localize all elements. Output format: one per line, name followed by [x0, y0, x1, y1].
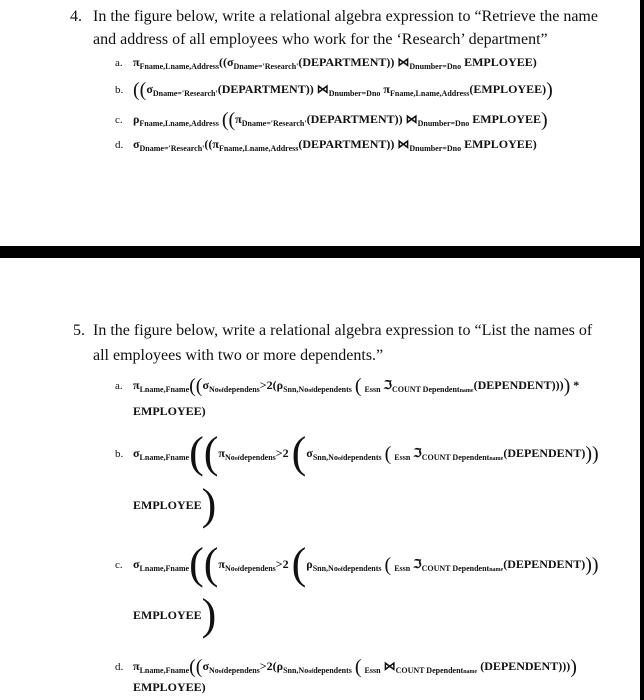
question-5-option-c-cont: EMPLOYEE)	[133, 590, 217, 639]
option-letter: c.	[115, 559, 123, 571]
option-letter: c.	[115, 114, 123, 126]
question-5-number: 5.	[73, 322, 85, 339]
question-5-option-a[interactable]: a. $\pi_{Lname,Fname}((\sigma_{Noofdependens}>2(\rho_{Snn,Noofdependents}$ ( $_{Essn}$ ℑ$_{COUNT Dependentname}$(DEPENDENT)))) *	[115, 375, 580, 397]
option-letter: d.	[115, 139, 124, 151]
option-letter: d.	[115, 661, 124, 673]
question-4-option-c[interactable]: c. $\rho_{Fname,Lname,Address}$ ($(\pi_{Dname='Research'}(DEPARTMENT))$ $⋈_{Dnumber=Dno}$ EMPLOYEE)	[115, 109, 548, 131]
question-4-number: 4.	[70, 8, 82, 25]
question-4-option-b[interactable]: b. ($(\sigma_{Dname='Research'}(DEPARTMENT))$ $⋈_{Dnumber=Dno}$ $\pi_{Fname,Lname,Address}(EMPLOYEE)$)	[115, 79, 553, 101]
question-5-option-b-cont: EMPLOYEE)	[133, 480, 217, 529]
question-5-option-a-cont: EMPLOYEE)	[133, 404, 206, 418]
question-5-option-d-cont: EMPLOYEE)	[133, 680, 206, 694]
question-5-option-d[interactable]: d. $\pi_{Lname,Fname}((\sigma_{Noofdependens}>2(\rho_{Snn,Noofdependents}$ ( $_{Essn}$ $⋈_{COUNT Dependentname}$ (DEPENDENT))))	[115, 656, 577, 678]
option-letter: a.	[115, 57, 123, 69]
question-5-text-line1: In the figure below, write a relational algebra expression to “List the names of	[93, 322, 593, 339]
question-4-panel	[0, 0, 640, 246]
question-5-panel	[0, 258, 640, 700]
option-letter: b.	[115, 448, 124, 460]
question-4-text-line2: and address of all employees who work for the ‘Research’ department”	[93, 31, 548, 48]
question-5-option-c[interactable]: c. $\sigma_{Lname,Fname}((\pi_{Noofdependens}>2$ ($\rho_{Snn,Noofdependents}$ ( $_{Essn}$ ℑ$_{COUNT Dependentname}$(DEPENDENT)))	[115, 539, 599, 588]
question-4-option-d[interactable]: d. $\sigma_{Dname='Research'}((\pi_{Fname,Lname,Address}(DEPARTMENT))$ $⋈_{Dnumber=Dno}$ EMPLOYEE)	[115, 137, 537, 153]
question-5-option-b[interactable]: b. $\sigma_{Lname,Fname}((\pi_{Noofdependens}>2$ ($\sigma_{Snn,Noofdependents}$ ( $_{Essn}$ ℑ$_{COUNT Dependentname}$(DEPENDENT)))	[115, 428, 599, 477]
question-5-text-line2: all employees with two or more dependents.”	[93, 347, 384, 364]
question-4-option-a[interactable]: a. $\pi_{Fname,Lname,Address}((\sigma_{Dname='Research'}(DEPARTMENT))$ $⋈_{Dnumber=Dno}$ EMPLOYEE)	[115, 55, 537, 71]
option-letter: b.	[115, 84, 124, 96]
option-letter: a.	[115, 380, 123, 392]
question-4-text-line1: In the figure below, write a relational algebra expression to “Retrieve the name	[93, 8, 598, 25]
